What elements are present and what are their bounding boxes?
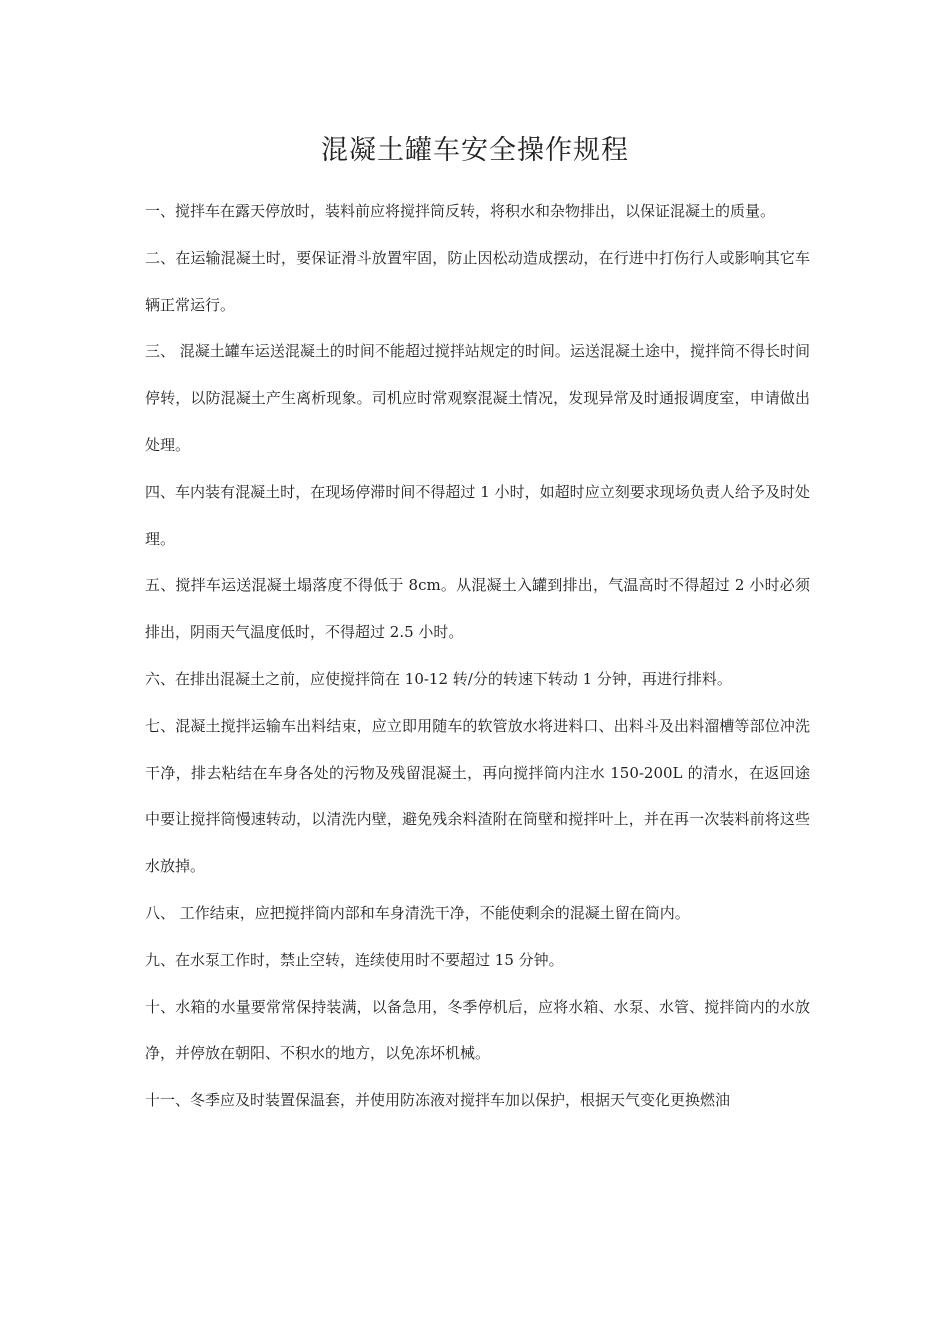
paragraph-9: 九、在水泵工作时，禁止空转，连续使用时不要超过 15 分钟。 — [145, 950, 564, 969]
document-body — [145, 188, 810, 1124]
document-title: 混凝土罐车安全操作规程 — [321, 135, 629, 166]
paragraph-3: 三、 混凝土罐车运送混凝土的时间不能超过搅拌站规定的时间。运送混凝土途中，搅拌筒不得长时间停转，以防混凝土产生离析现象。司机应时常观察混凝土情况，发现异常及时通报调度室，申请做出处理。 — [145, 342, 810, 454]
paragraph-6: 六、在排出混凝土之前，应使搅拌筒在 10-12 转/分的转速下转动 1 分钟，再进行排料。 — [145, 669, 732, 688]
paragraph-2: 二、在运输混凝土时，要保证滑斗放置牢固，防止因松动造成摆动，在行进中打伤行人或影响其它车辆正常运行。 — [145, 248, 810, 314]
paragraph-10: 十、水箱的水量要常常保持装满，以备急用，冬季停机后，应将水箱、水泵、水管、搅拌筒内的水放净，并停放在朝阳、不积水的地方，以免冻坏机械。 — [145, 997, 810, 1063]
paragraph-1: 一、搅拌车在露天停放时，装料前应将搅拌筒反转，将积水和杂物排出，以保证混凝土的质量。 — [145, 202, 776, 220]
paragraph-11: 十一、冬季应及时装置保温套，并使用防冻液对搅拌车加以保护，根据天气变化更换燃油 — [145, 1091, 731, 1110]
paragraph-8: 八、 工作结束，应把搅拌筒内部和车身清洗干净，不能使剩余的混凝土留在筒内。 — [145, 903, 690, 922]
paragraph-7: 七、混凝土搅拌运输车出料结束，应立即用随车的软管放水将进料口、出料斗及出料溜槽等部位冲洗干净，排去粘结在车身各处的污物及残留混凝土，再向搅拌筒内注水 150-200L 的清水，在返回途中要让搅拌筒慢速转动，以清洗内壁，避免残余料渣附在筒壁和搅拌叶上，并在再一次装料前将这些水放掉。 — [145, 716, 810, 876]
paragraph-4: 四、车内装有混凝土时，在现场停滞时间不得超过 1 小时，如超时应立刻要求现场负责人给予及时处理。 — [145, 482, 810, 548]
paragraph-5: 五、搅拌车运送混凝土塌落度不得低于 8cm。从混凝土入罐到排出，气温高时不得超过 2 小时必须排出，阴雨天气温度低时，不得超过 2.5 小时。 — [145, 576, 810, 642]
